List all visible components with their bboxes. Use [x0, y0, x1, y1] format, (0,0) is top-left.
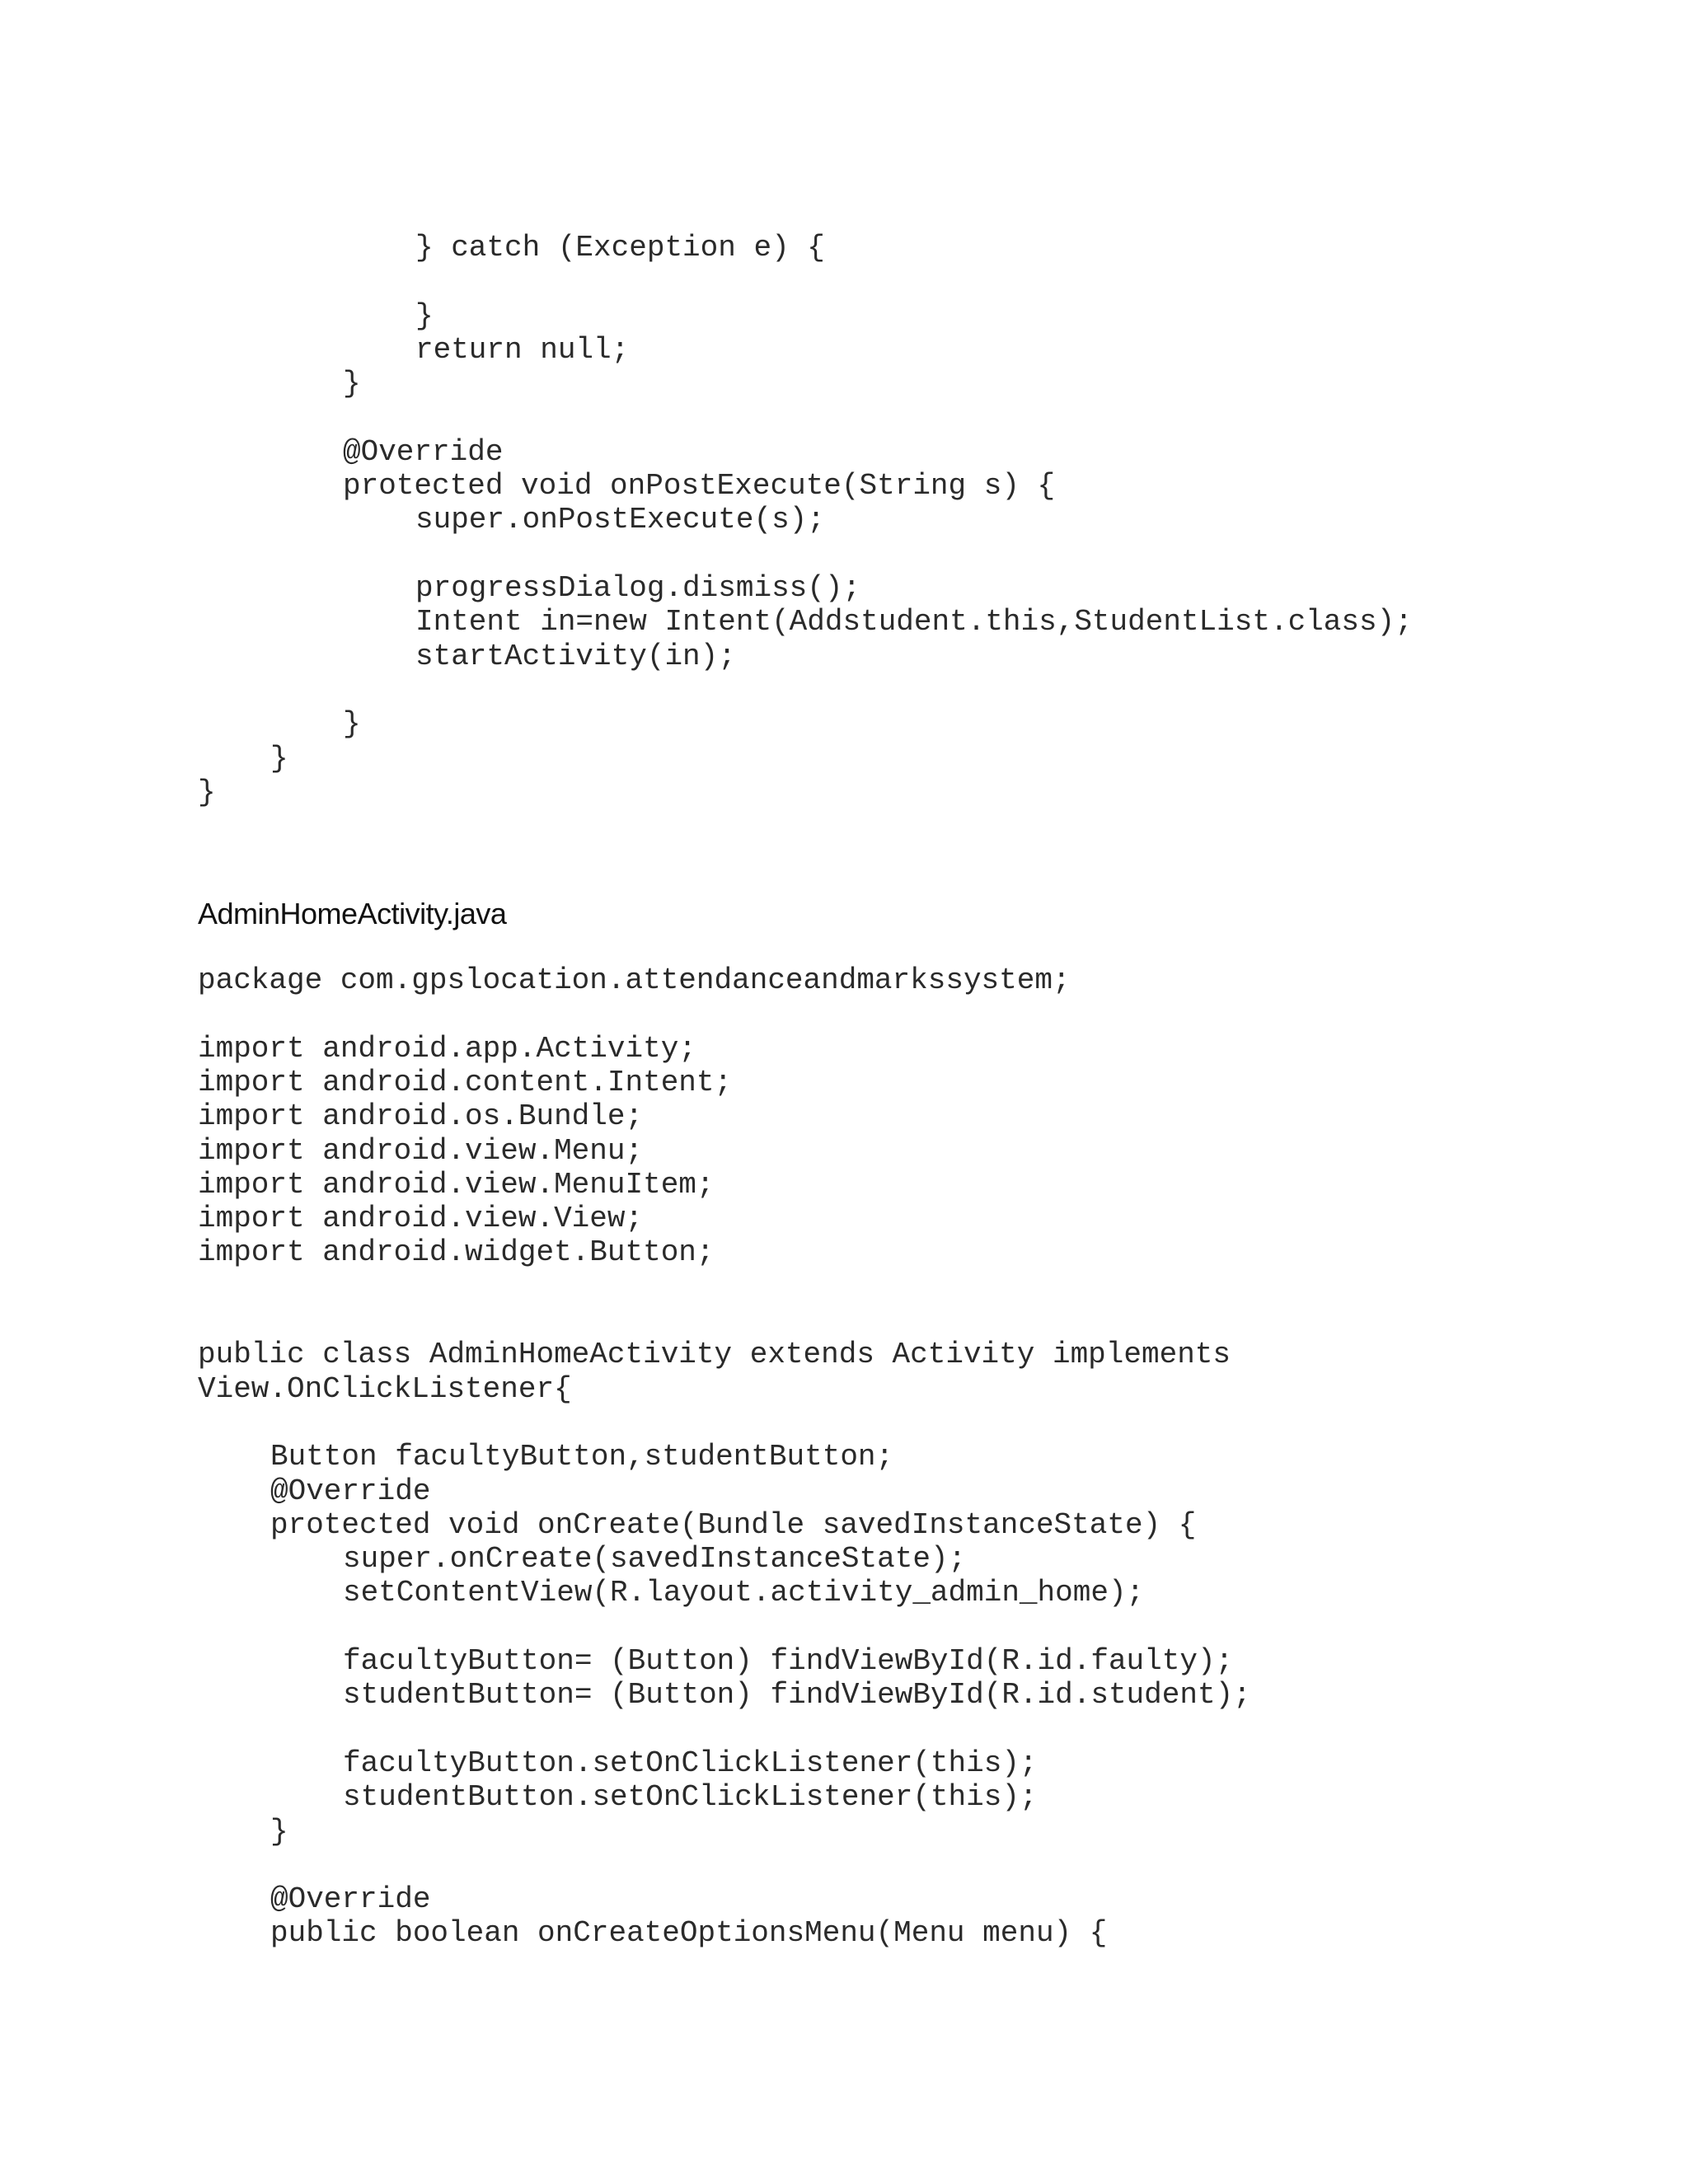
code-line: package com.gpslocation.attendanceandmarkssystem; [198, 963, 1071, 997]
code-line: } [270, 741, 288, 776]
code-line: import android.view.MenuItem; [198, 1167, 715, 1202]
code-line: } [270, 1814, 288, 1849]
code-line: } [198, 775, 216, 809]
code-line: } catch (Exception e) { [415, 231, 825, 265]
code-line: Button facultyButton,studentButton; [270, 1440, 894, 1474]
code-line: protected void onPostExecute(String s) { [343, 469, 1056, 504]
code-line: } [343, 367, 361, 401]
code-line: import android.content.Intent; [198, 1065, 733, 1099]
code-line: progressDialog.dismiss(); [415, 571, 861, 605]
code-line: import android.widget.Button; [198, 1235, 715, 1270]
code-line: @Override [270, 1474, 431, 1508]
code-line: } [343, 707, 361, 742]
code-line: @Override [343, 434, 504, 469]
code-line: setContentView(R.layout.activity_admin_home); [343, 1576, 1145, 1610]
code-line: startActivity(in); [415, 639, 736, 673]
code-line: super.onPostExecute(s); [415, 503, 825, 537]
code-line: facultyButton.setOnClickListener(this); [343, 1746, 1038, 1780]
code-line: return null; [415, 332, 630, 367]
code-line: studentButton= (Button) findViewById(R.id.student); [343, 1678, 1251, 1713]
code-line: } [415, 298, 434, 333]
code-line: Intent in=new Intent(Addstudent.this,StudentList.class); [415, 605, 1413, 640]
code-line: import android.os.Bundle; [198, 1099, 644, 1134]
code-line: import android.app.Activity; [198, 1031, 696, 1066]
code-line: import android.view.Menu; [198, 1133, 644, 1168]
code-line: import android.view.View; [198, 1202, 644, 1236]
code-line: super.onCreate(savedInstanceState); [343, 1542, 967, 1577]
code-line: View.OnClickListener{ [198, 1371, 572, 1406]
file-heading: AdminHomeActivity.java [198, 897, 507, 930]
code-line: public class AdminHomeActivity extends Activity implements [198, 1338, 1231, 1372]
code-line: public boolean onCreateOptionsMenu(Menu menu) { [270, 1916, 1108, 1951]
code-line: @Override [270, 1882, 431, 1917]
code-line: facultyButton= (Button) findViewById(R.id.faulty); [343, 1644, 1234, 1678]
code-line: protected void onCreate(Bundle savedInstanceState) { [270, 1507, 1197, 1542]
code-line: studentButton.setOnClickListener(this); [343, 1780, 1038, 1815]
